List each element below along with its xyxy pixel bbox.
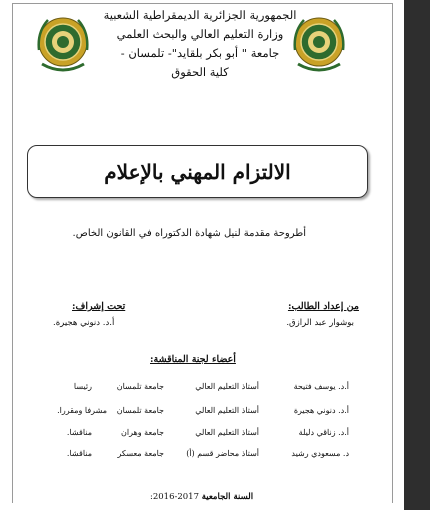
member-university: جامعة معسكر — [117, 449, 164, 458]
title-frame — [27, 145, 368, 198]
member-university: جامعة تلمسان — [116, 406, 164, 415]
thesis-subtitle: أطروحة مقدمة لنيل شهادة الدكتوراه في القانون الخاص. — [72, 228, 306, 239]
member-role: مناقشا. — [66, 428, 92, 437]
academic-year — [150, 492, 253, 502]
member-role: رئيسا — [73, 382, 92, 391]
thesis-title: الالتزام المهني بالإعلام — [104, 159, 291, 184]
viewer-background — [404, 0, 430, 510]
member-name: د. مسعودي رشيد — [291, 449, 349, 458]
page-border-right — [392, 3, 393, 503]
member-rank: أستاذ محاضر قسم (أ) — [186, 449, 259, 458]
member-role: مشرفا ومقررا. — [57, 406, 107, 415]
page-border-top — [12, 3, 392, 4]
member-role: مناقشا. — [66, 449, 92, 458]
supervisor-label: تحت إشراف: — [72, 301, 126, 312]
member-rank: أستاذ التعليم العالي — [195, 428, 259, 437]
student-name: بوشوار عبد الرازق. — [286, 318, 354, 328]
header-line-ministry: وزارة التعليم العالي والبحث العلمي — [116, 27, 284, 41]
header-line-faculty: كلية الحقوق — [171, 65, 229, 79]
header-line-republic: الجمهورية الجزائرية الديمقراطية الشعبية — [103, 8, 297, 22]
member-name: أ.د. يوسف فتيحة — [293, 382, 349, 391]
academic-year-value: :2016-2017 — [150, 492, 199, 502]
member-rank: أستاذ التعليم العالي — [195, 382, 259, 391]
student-label: من إعداد الطالب: — [287, 301, 359, 312]
academic-year-label: السنة الجامعية — [201, 492, 254, 502]
institution-header — [80, 6, 320, 82]
supervisor-name: أ.د. دنوني هجيرة. — [53, 318, 115, 328]
member-name: أ.د. زناقي دليلة — [298, 428, 349, 437]
header-line-university: جامعة " أبو بكر بلقايد"- تلمسان - — [120, 46, 280, 60]
member-university: جامعة وهران — [121, 428, 164, 437]
committee-heading: أعضاء لجنة المناقشة: — [150, 354, 236, 365]
member-university: جامعة تلمسان — [116, 382, 164, 391]
member-name: أ.د. دنوني هجيرة — [293, 406, 349, 415]
page-border-left — [12, 3, 13, 503]
member-rank: أستاذ التعليم العالي — [195, 406, 259, 415]
